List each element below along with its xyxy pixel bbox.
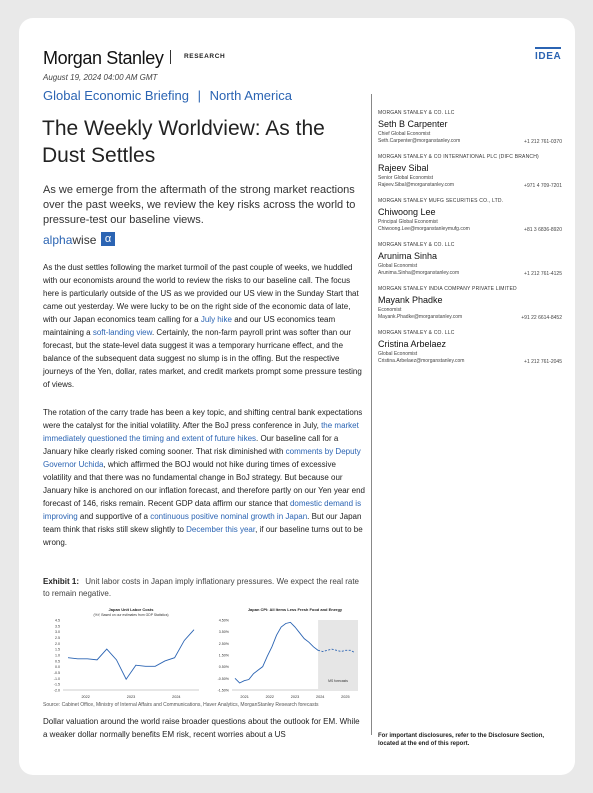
author-firm: MORGAN STANLEY & CO INTERNATIONAL PLC (DIFC BRANCH) [378, 154, 539, 160]
author-role: Principal Global Economist [378, 219, 438, 225]
author-email[interactable]: Rajeev.Sibal@morganstanley.com [378, 182, 455, 188]
x-tick-label: 2022 [265, 695, 275, 698]
body-text: , which affirmed the BOJ would not hike during times of excessive volatility and that there was no fundamental change in BoJ strategy. But because our January hike is anchored on our inflation forecast, and therefore partly on our Yen year end forecast of 146, risks remain. Recent GDP data affirm our stance that [43, 460, 365, 508]
x-tick-label: 2021 [240, 695, 249, 698]
y-tick-label: -2.0 [53, 688, 60, 693]
y-tick-label: 3.50% [218, 630, 229, 635]
series-line-actual [235, 622, 318, 683]
y-tick-label: -1.5 [53, 682, 60, 687]
chart-title: Japan Unit Labor Costs [108, 607, 154, 612]
y-tick-label: 0.50% [218, 665, 229, 670]
inline-link[interactable]: comments by Deputy Governor Uchida [43, 447, 361, 469]
body-text: . Certainly, the non-farm payroll print was softer than our forecast, but the state-level data suggest it was a temporary hurricane effect, and the balance of the subsequent data suggest no slump is in the offing. But the respective journeys of the Yen, dollar, rates market, and credit markets prompt some pressure testing of views. [43, 328, 362, 389]
inline-link[interactable]: December this year [186, 525, 256, 534]
author-entry [378, 110, 562, 154]
research-label: RESEARCH [184, 53, 226, 60]
body-text: , if our baseline turns out to be wrong. [43, 525, 363, 547]
series-line [43, 88, 292, 103]
y-tick-label: 0.5 [55, 659, 60, 664]
author-name[interactable]: Cristina Arbelaez [378, 339, 447, 349]
y-tick-label: -1.50% [217, 688, 229, 693]
alphawise-alpha: alpha [43, 233, 73, 247]
forecast-annotation: MS forecasts [328, 678, 348, 683]
author-firm: MORGAN STANLEY & CO. LLC [378, 330, 455, 336]
idea-rule [535, 47, 561, 49]
author-phone: +971 4 709-7201 [524, 183, 562, 189]
author-firm: MORGAN STANLEY MUFG SECURITIES CO., LTD. [378, 198, 504, 204]
x-tick-label: 2025 [341, 695, 350, 698]
author-list [378, 110, 562, 374]
author-role: Economist [378, 307, 402, 313]
series-name[interactable]: Global Economic Briefing [43, 88, 189, 103]
body-text: As the dust settles following the market turmoil of the past couple of weeks, we huddled with our economists around the world to review the risks to our baseline call. The focus here is particularly outside of the US as we provided our US view in the Sunday Start that came out yesterday. We were lucky to be on the right side of the economic data of late, with our Japan economics team calling for a [43, 263, 359, 324]
inline-link[interactable]: domestic demand is improving [43, 499, 362, 521]
inline-link[interactable]: the market immediately questioned the timing and extent of future hikes [43, 421, 359, 443]
region-name[interactable]: North America [209, 88, 292, 103]
author-entry [378, 242, 562, 286]
author-phone: +1 212 761-2045 [524, 359, 562, 365]
y-tick-label: 3.5 [55, 624, 60, 629]
report-page [19, 18, 575, 775]
x-tick-label: 2023 [290, 695, 300, 698]
x-tick-label: 2024 [172, 695, 181, 698]
series-line-unit-labor-costs [68, 630, 194, 680]
alphawise-wise: wise [72, 233, 97, 247]
author-firm: MORGAN STANLEY & CO. LLC [378, 110, 455, 116]
body-paragraph-2 [43, 406, 365, 549]
exhibit-caption [43, 576, 365, 600]
alphawise-logo[interactable] [43, 233, 96, 247]
body-paragraph-1 [43, 261, 365, 391]
author-name[interactable]: Mayank Phadke [378, 295, 443, 305]
unit-labor-costs-chart [41, 606, 205, 698]
author-name[interactable]: Arunima Sinha [378, 251, 438, 261]
author-name[interactable]: Seth B Carpenter [378, 119, 448, 129]
author-entry [378, 286, 562, 330]
report-lede: As we emerge from the aftermath of the strong market reactions over the past weeks, we review the key risks across the world to pressure-test our baseline views. [43, 184, 356, 226]
body-paragraph-3: Dollar valuation around the world raise broader questions about the outlook for EM. While a weaker dollar normally benefits EM risk, recent worries about a US [43, 717, 360, 739]
x-tick-label: 2023 [126, 695, 136, 698]
alpha-icon: α [101, 232, 115, 246]
author-entry [378, 198, 562, 242]
y-tick-label: 2.5 [55, 636, 60, 640]
y-tick-label: -1.0 [53, 676, 60, 681]
author-role: Senior Global Economist [378, 175, 434, 181]
y-tick-label: 3.0 [55, 630, 60, 635]
y-tick-label: -0.50% [217, 676, 229, 681]
inline-link[interactable]: continuous positive nominal growth in Japan [150, 512, 308, 521]
author-email[interactable]: Arunima.Sinha@morganstanley.com [378, 270, 460, 276]
author-firm: MORGAN STANLEY INDIA COMPANY PRIVATE LIMITED [378, 286, 517, 292]
sidebar-divider [371, 94, 372, 735]
y-tick-label: 0.0 [55, 665, 60, 670]
body-text: . But our Japan team think that risks still skew slightly to [43, 512, 362, 534]
author-email[interactable]: Cristina.Arbelaez@morganstanley.com [378, 358, 465, 364]
y-tick-label: 4.50% [218, 618, 229, 623]
body-text: and our US economics team maintaining a [43, 315, 336, 337]
y-tick-label: 2.50% [218, 641, 229, 646]
body-text: and supportive of a [77, 512, 151, 521]
inline-link[interactable]: soft-landing view [92, 328, 152, 337]
y-tick-label: 1.50% [218, 653, 229, 658]
author-phone: +81 3 6836-8920 [524, 227, 562, 233]
inline-link[interactable]: July hike [200, 315, 232, 324]
author-phone: +1 212 761-4125 [524, 271, 562, 277]
author-phone: +91 22 6614-8452 [521, 315, 562, 321]
author-role: Chief Global Economist [378, 131, 431, 137]
y-tick-label: 2.0 [55, 641, 60, 646]
author-name[interactable]: Rajeev Sibal [378, 163, 429, 173]
disclosure-note: For important disclosures, refer to the Disclosure Section, located at the end of this report. [378, 733, 545, 747]
body-text: The rotation of the carry trade has been a key topic, and shifting central bank expectations were the catalyst for the initial volatility. After the BoJ press conference in July, [43, 408, 363, 430]
idea-badge: IDEA [535, 51, 562, 62]
morgan-stanley-logo[interactable]: Morgan Stanley [43, 48, 164, 68]
y-tick-label: 1.5 [55, 647, 60, 652]
author-entry [378, 330, 562, 374]
report-title: The Weekly Worldview: As the Dust Settles [42, 117, 325, 167]
chart-title: Japan CPI: All Items Less Fresh Food and Energy [247, 607, 343, 612]
author-firm: MORGAN STANLEY & CO. LLC [378, 242, 455, 248]
author-entry [378, 154, 562, 198]
author-email[interactable]: Chiwoong.Lee@morganstanleymufg.com [378, 226, 470, 232]
x-tick-label: 2022 [81, 695, 90, 698]
core-cpi-chart [214, 606, 362, 698]
y-tick-label: -0.5 [53, 671, 60, 675]
y-tick-label: 1.0 [55, 653, 60, 658]
author-name[interactable]: Chiwoong Lee [378, 207, 436, 217]
author-phone: +1 212 761-0370 [524, 139, 562, 145]
exhibit-text: Unit labor costs in Japan imply inflationary pressures. We expect the real rate to remain negative. [43, 577, 360, 598]
author-email[interactable]: Mayank.Phadke@morganstanley.com [378, 314, 463, 320]
author-role: Global Economist [378, 263, 418, 269]
exhibit-label: Exhibit 1: [43, 577, 80, 586]
series-divider: | [197, 88, 201, 103]
y-tick-label: 4.5 [55, 618, 60, 623]
author-role: Global Economist [378, 351, 418, 357]
author-email[interactable]: Seth.Carpenter@morganstanley.com [378, 138, 461, 144]
body-text: . Our baseline call for a January hike clearly risked coming sooner. That risk diminished with [43, 434, 339, 456]
chart-subtitle: (%Y, Based on our estimates from GDP Statistics) [93, 613, 169, 617]
exhibit-source: Source: Cabinet Office, Ministry of Internal Affairs and Communications, Haver Analytics, MorganStanley Research forecasts [43, 702, 319, 708]
logo-divider [170, 50, 171, 64]
publish-date: August 19, 2024 04:00 AM GMT [43, 73, 158, 82]
x-tick-label: 2024 [315, 695, 325, 698]
